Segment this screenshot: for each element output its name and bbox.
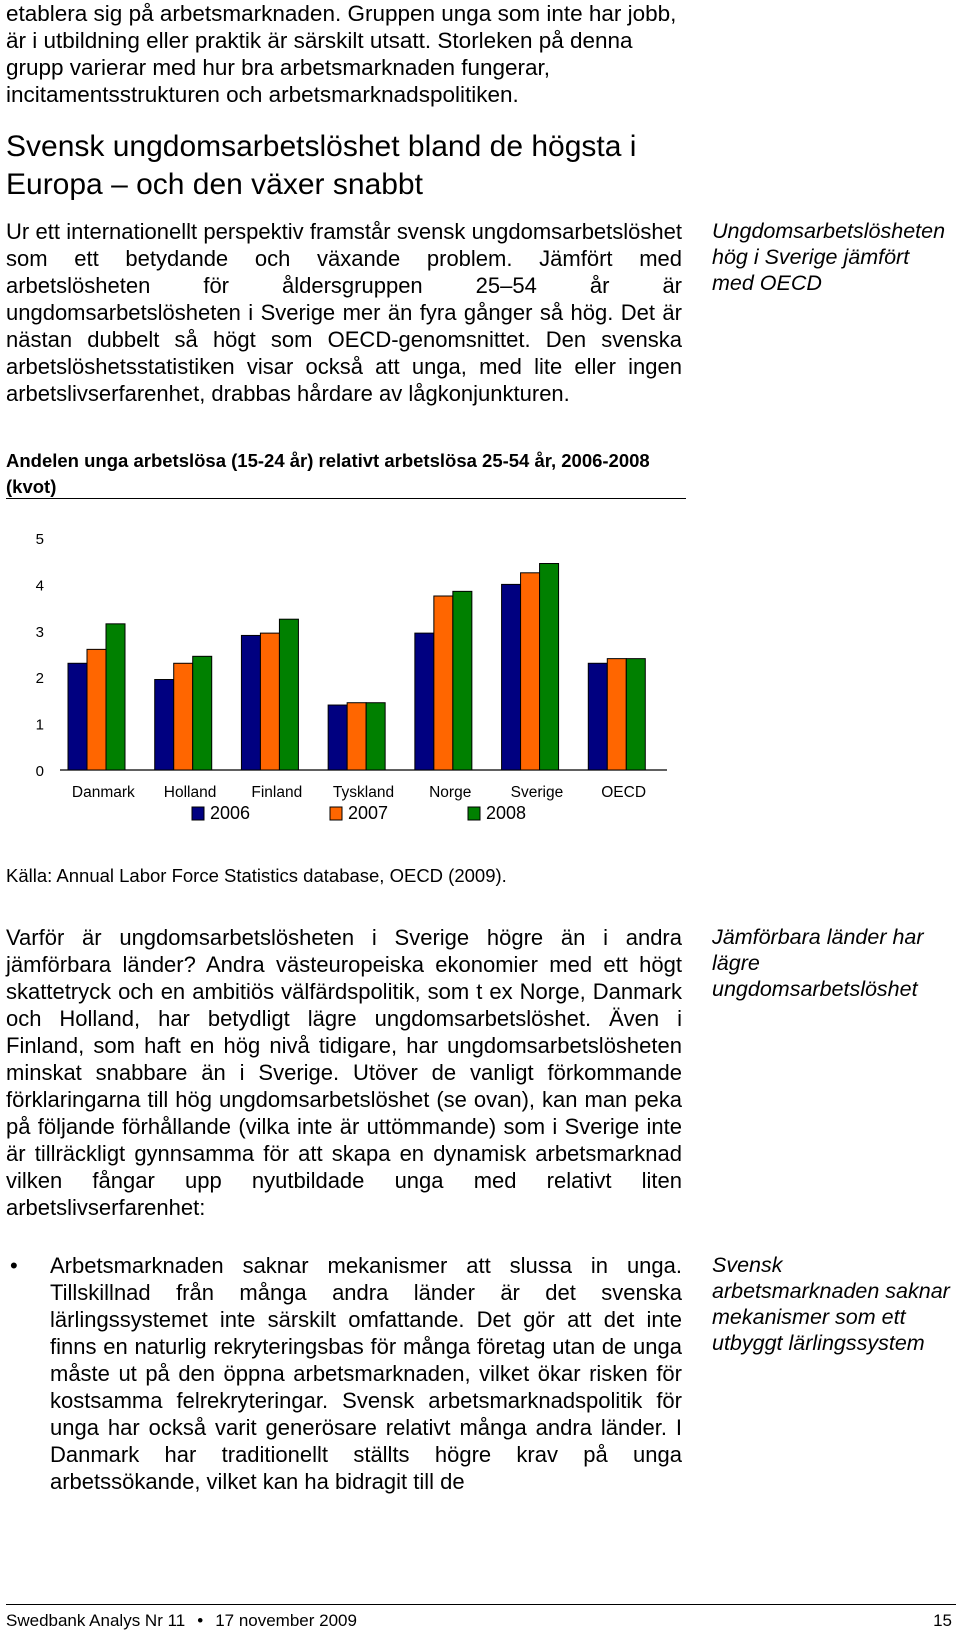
bar-danmark-2007	[87, 649, 106, 770]
x-tick-label: OECD	[601, 784, 647, 801]
bar-tyskland-2008	[366, 703, 385, 770]
y-tick-label: 5	[35, 531, 44, 548]
y-tick-label: 4	[35, 577, 44, 595]
bar-norge-2006	[415, 633, 434, 770]
y-tick-label: 0	[35, 763, 44, 780]
bar-holland-2006	[155, 680, 174, 770]
bar-holland-2008	[193, 656, 212, 770]
list-item	[6, 1252, 682, 1495]
legend-swatch-2007	[330, 807, 342, 820]
bar-danmark-2008	[106, 624, 125, 770]
page-number: 15	[933, 1611, 952, 1630]
page-footer	[6, 1610, 357, 1632]
x-tick-label: Danmark	[71, 784, 135, 801]
sidenote-1: Ungdomsarbetslösheten hög i Sverige jämfört med OECD	[712, 219, 946, 295]
sidenote-3: Svensk arbetsmarknaden saknar mekanismer som ett utbyggt lärlingssystem	[712, 1253, 950, 1355]
chart-title: Andelen unga arbetslösa (15-24 år) relativt arbetslösa 25-54 år, 2006-2008 (kvot)	[6, 450, 650, 497]
bar-oecd-2006	[588, 663, 607, 770]
intro-paragraph: etablera sig på arbetsmarknaden. Gruppen unga som inte har jobb, är i utbildning eller praktik är särskilt utsatt. Storleken på denna grupp varierar med hur bra arbetsmarknaden fungerar, incitamentsstrukturen och arbetsmarknadspolitiken.	[6, 1, 677, 107]
section-heading: Svensk ungdomsarbetslöshet bland de högsta i Europa – och den växer snabbt	[6, 130, 637, 201]
x-tick-label: Sverige	[510, 784, 564, 801]
bullet-text: Arbetsmarknaden saknar mekanismer att slussa in unga. Tillskillnad från många andra länder är det svenska lärlingssystemet inte särskilt omfattande. Det gör att det inte finns en naturlig rekryteringsbas för många företag utan de unga måste ut på den öppna arbetsmarknaden, vilket ökar risken för kostsamma felrekryteringar. Svensk arbetsmarknadspolitik för unga har också varit generösare relativt många andra länder. I Danmark har traditionellt ställts högre krav på unga arbetssökande, vilket kan ha bidragit till de	[50, 1253, 682, 1494]
legend-swatch-2006	[192, 807, 204, 820]
bullet-icon: •	[10, 1253, 18, 1278]
y-tick-label: 3	[35, 623, 44, 641]
y-tick-label: 1	[35, 716, 44, 734]
body-paragraph-2: Varför är ungdomsarbetslösheten i Sverige högre än i andra jämförbara länder? Andra västeuropeiska ekonomier med ett högt skattetryck och en ambitiös välfärdspolitik, som t ex Norge, Danmark och Holland, har betydligt lägre ungdomsarbetslöshet. Även i Finland, som haft en hög nivå tidigare, har ungdomsarbetslösheten minskat snabbare än i Sverige. Utöver de vanligt förkommande förklaringarna till hög ungdomsarbetslöshet (se ovan), kan man peka på följande förhållande (vilka inte är uttömmande) som i Sverige inte är tillräckligt gynnsamma för att skapa en dynamisk arbetsmarknad vilken fångar upp nyutbildade unga med relativt liten arbetslivserfarenhet:	[6, 925, 682, 1220]
bar-holland-2007	[174, 663, 193, 770]
legend-swatch-2008	[468, 807, 480, 820]
body-paragraph-1: Ur ett internationellt perspektiv framstår svensk ungdomsarbetslöshet som ett betydande och växande problem. Jämfört med arbetslösheten för åldersgruppen 25–54 år är ungdomsarbetslösheten i Sverige mer än fyra gånger så hög. Det är nästan dubbelt så högt som OECD-genomsnittet. Den svenska arbetslöshetsstatistiken visar också att unga, med lite eller ingen arbetslivserfarenhet, drabbas hårdare av lågkonjunkturen.	[6, 219, 682, 406]
legend-label: 2008	[486, 803, 527, 823]
sidenote-2: Jämförbara länder har lägre ungdomsarbetslöshet	[712, 925, 924, 1001]
bar-danmark-2006	[68, 663, 87, 770]
bar-sverige-2008	[540, 564, 559, 770]
chart-title-rule	[6, 498, 686, 499]
footer-date: 17 november 2009	[215, 1611, 357, 1630]
bar-chart	[0, 500, 700, 830]
bullet-list	[6, 1252, 682, 1495]
x-tick-label: Holland	[163, 784, 217, 801]
bar-finland-2006	[241, 635, 260, 770]
chart-source: Källa: Annual Labor Force Statistics database, OECD (2009).	[6, 865, 507, 886]
bar-tyskland-2007	[347, 703, 366, 770]
x-tick-label: Tyskland	[332, 784, 395, 801]
bar-oecd-2007	[607, 659, 626, 770]
bar-sverige-2007	[521, 573, 540, 770]
footer-rule	[6, 1604, 956, 1605]
bar-sverige-2006	[502, 584, 521, 770]
bar-oecd-2008	[626, 659, 645, 770]
footer-publication: Swedbank Analys Nr 11	[6, 1611, 186, 1630]
bar-tyskland-2006	[328, 705, 347, 770]
footer-separator: •	[197, 1611, 204, 1630]
x-tick-label: Norge	[429, 784, 472, 801]
bar-finland-2008	[279, 619, 298, 770]
x-tick-label: Finland	[251, 784, 303, 801]
legend-label: 2006	[210, 803, 251, 823]
bar-norge-2008	[453, 591, 472, 770]
y-tick-label: 2	[35, 670, 44, 688]
bar-finland-2007	[260, 633, 279, 770]
legend-label: 2007	[348, 803, 389, 823]
bar-norge-2007	[434, 596, 453, 770]
